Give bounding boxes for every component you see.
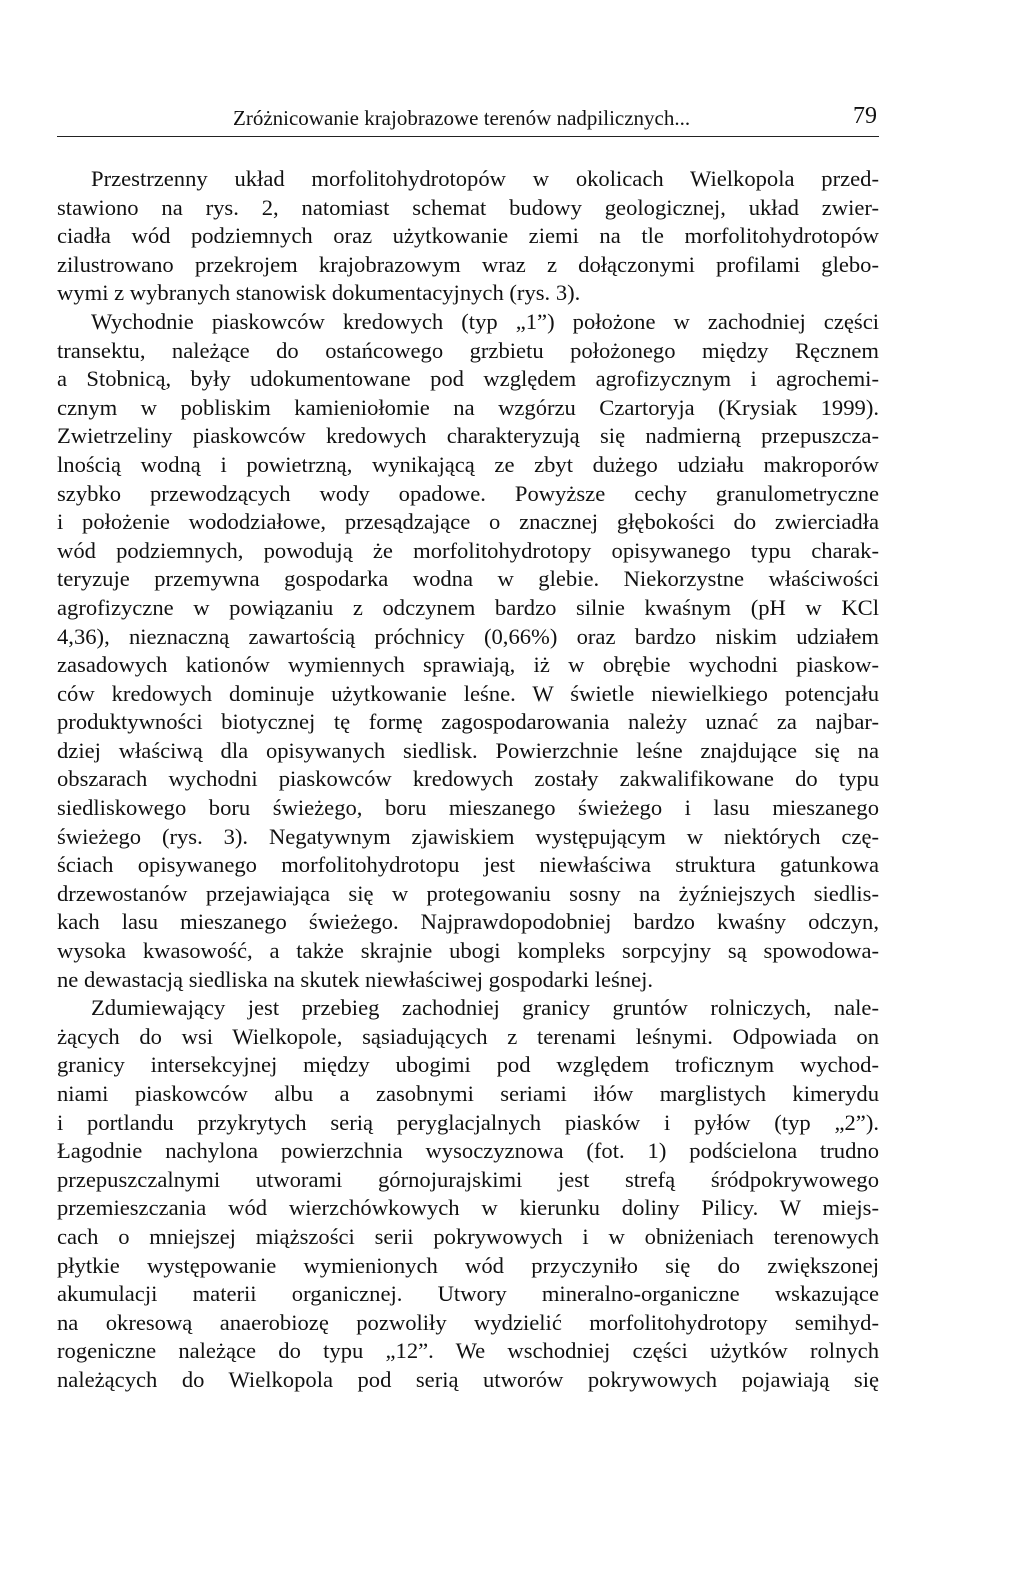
text-line: wód podziemnych, powodują że morfolitohydrotopy opisywanego typu charak- bbox=[57, 537, 879, 563]
text-line: transektu, należące do ostańcowego grzbietu położonego między Ręcznem bbox=[57, 337, 879, 363]
text-line: Zdumiewający jest przebieg zachodniej granicy gruntów rolniczych, nale- bbox=[91, 995, 879, 1021]
text-line: przepuszczalnymi utworami górnojurajskimi jest strefą śródpokrywowego bbox=[57, 1166, 879, 1192]
text-line: teryzuje przemywna gospodarka wodna w glebie. Niekorzystne właściwości bbox=[57, 566, 879, 592]
running-head bbox=[57, 100, 879, 136]
page-number: 79 bbox=[853, 103, 877, 129]
text-line: wysoka kwasowość, a także skrajnie ubogi kompleks sorpcyjny są spowodowa- bbox=[57, 938, 879, 964]
header-rule bbox=[57, 136, 879, 137]
text-line: płytkie występowanie wymienionych wód przyczyniło się do zwiększonej bbox=[57, 1252, 879, 1278]
text-line: świeżego (rys. 3). Negatywnym zjawiskiem występującym w niektórych czę- bbox=[57, 823, 879, 849]
text-line: kach lasu mieszanego świeżego. Najprawdopodobniej bardzo kwaśny odczyn, bbox=[57, 909, 879, 935]
text-line: wymi z wybranych stanowisk dokumentacyjnych (rys. 3). bbox=[57, 280, 581, 306]
text-line: Przestrzenny układ morfolitohydrotopów w okolicach Wielkopola przed- bbox=[91, 166, 879, 191]
text-line: cznym w pobliskim kamieniołomie na wzgórzu Czartoryja (Krysiak 1999). bbox=[57, 394, 879, 420]
text-line: stawiono na rys. 2, natomiast schemat budowy geologicznej, układ zwier- bbox=[57, 194, 879, 220]
text-line: ne dewastacją siedliska na skutek niewłaściwej gospodarki leśnej. bbox=[57, 966, 654, 992]
text-line: produktywności biotycznej tę formę zagospodarowania należy uznać za najbar- bbox=[57, 709, 879, 735]
text-line: Wychodnie piaskowców kredowych (typ „1”) położone w zachodniej części bbox=[91, 308, 879, 334]
book-page bbox=[57, 100, 879, 1395]
text-line: przemieszczania wód wierzchówkowych w kierunku doliny Pilicy. W miejs- bbox=[57, 1195, 879, 1221]
text-line: zilustrowano przekrojem krajobrazowym wraz z dołączonymi profilami glebo- bbox=[57, 251, 879, 277]
text-line: rogeniczne należące do typu „12”. We wschodniej części użytków rolnych bbox=[57, 1338, 879, 1364]
text-line: granicy intersekcyjnej między ubogimi pod względem troficznym wychod- bbox=[57, 1052, 879, 1078]
text-line: szybko przewodzących wody opadowe. Powyższe cechy granulometryczne bbox=[57, 480, 879, 506]
text-line: Zwietrzeliny piaskowców kredowych charakteryzują się nadmierną przepuszcza- bbox=[57, 423, 879, 449]
text-line: i położenie wododziałowe, przesądzające o znacznej głębokości do zwierciadła bbox=[57, 509, 879, 535]
text-line: zasadowych kationów wymiennych sprawiają, iż w obrębie wychodni piaskow- bbox=[57, 652, 879, 678]
text-line: niami piaskowców albu a zasobnymi seriami iłów marglistych kimerydu bbox=[57, 1081, 879, 1106]
text-line: drzewostanów przejawiająca się w protegowaniu sosny na żyźniejszych siedlis- bbox=[57, 880, 879, 906]
text-line: Łagodnie nachylona powierzchnia wysoczyznowa (fot. 1) podścielona trudno bbox=[57, 1138, 879, 1164]
paragraph-1 bbox=[57, 165, 879, 308]
text-line: ciadła wód podziemnych oraz użytkowanie ziemi na tle morfolitohydrotopów bbox=[57, 223, 879, 249]
text-line: akumulacji materii organicznej. Utwory mineralno-organiczne wskazujące bbox=[57, 1281, 879, 1307]
text-line: agrofizyczne w powiązaniu z odczynem bardzo silnie kwaśnym (pH w KCl bbox=[57, 594, 879, 620]
text-line: cach o mniejszej miąższości serii pokrywowych i w obniżeniach terenowych bbox=[57, 1223, 879, 1249]
text-line: ców kredowych dominuje użytkowanie leśne. W świetle niewielkiego potencjału bbox=[57, 680, 879, 706]
text-line: obszarach wychodni piaskowców kredowych zostały zakwalifikowane do typu bbox=[57, 766, 879, 792]
text-line: a Stobnicą, były udokumentowane pod względem agrofizycznym i agrochemi- bbox=[57, 366, 879, 392]
text-line: i portlandu przykrytych serią peryglacjalnych piasków i pyłów (typ „2”). bbox=[57, 1109, 879, 1135]
body-text bbox=[57, 165, 879, 1395]
text-line: należących do Wielkopola pod serią utworów pokrywowych pojawiają się bbox=[57, 1366, 879, 1392]
paragraph-2 bbox=[57, 308, 879, 994]
text-line: żących do wsi Wielkopole, sąsiadujących z terenami leśnymi. Odpowiada on bbox=[57, 1023, 879, 1049]
text-line: 4,36), nieznaczną zawartością próchnicy (0,66%) oraz bardzo niskim udziałem bbox=[57, 623, 879, 649]
running-title: Zróżnicowanie krajobrazowe terenów nadpilicznych... bbox=[233, 106, 691, 130]
paragraph-3 bbox=[57, 994, 879, 1394]
text-line: dziej właściwą dla opisywanych siedlisk. Powierzchnie leśne znajdujące się na bbox=[57, 737, 879, 763]
text-line: siedliskowego boru świeżego, boru mieszanego świeżego i lasu mieszanego bbox=[57, 795, 879, 821]
text-line: lnością wodną i powietrzną, wynikającą ze zbyt dużego udziału makroporów bbox=[57, 451, 879, 477]
text-line: na okresową anaerobiozę pozwoliły wydzielić morfolitohydrotopy semihyd- bbox=[57, 1309, 879, 1335]
text-line: ściach opisywanego morfolitohydrotopu jest niewłaściwa struktura gatunkowa bbox=[57, 852, 879, 878]
